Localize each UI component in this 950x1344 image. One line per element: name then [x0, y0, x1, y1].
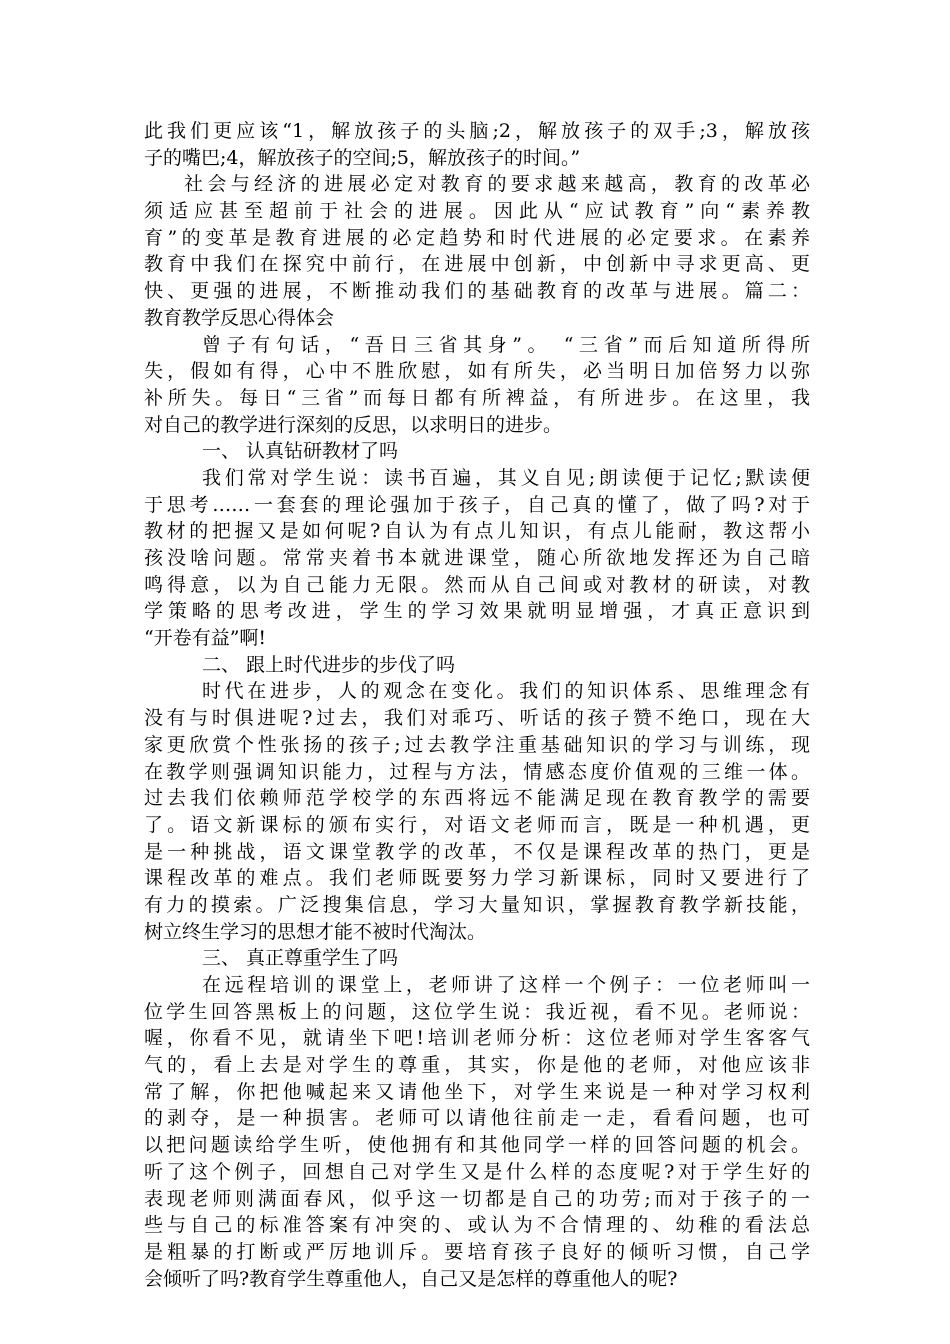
text-line: 育”的变革是教育进展的必定趋势和时代进展的必定要求。在素养	[144, 226, 810, 249]
text-line: 时代在进步，人的观念在变化。我们的知识体系、思维理念有	[202, 680, 810, 703]
text-line: 过去我们依赖师范学校学的东西将远不能满足现在教育教学的需要	[144, 787, 810, 810]
text-line: 失，假如有得，心中不胜欣慰，如有所失，必当明日加倍努力以弥	[144, 360, 810, 383]
text-line: 三、 真正尊重学生了吗	[202, 947, 399, 970]
text-line: 社会与经济的进展必定对教育的要求越来越高，教育的改革必	[184, 173, 810, 196]
text-line: 听了这个例子，回想自己对学生又是什么样的态度呢?对于学生好的	[144, 1160, 810, 1183]
text-line: 了。语文新课标的颁布实行，对语文老师而言，既是一种机遇，更	[144, 813, 810, 836]
text-line: 气的，看上去是对学生的尊重，其实，你是他的老师，对他应该非	[144, 1054, 810, 1077]
text-line: 在教学则强调知识能力，过程与方法，情感态度价值观的三维一体。	[144, 760, 810, 783]
text-line: 是粗暴的打断或严厉地训斥。要培育孩子良好的倾听习惯，自己学	[144, 1240, 810, 1263]
text-line: 须适应甚至超前于社会的进展。因此从“应试教育”向“素养教	[144, 200, 810, 223]
text-line: 位学生回答黑板上的问题，这位学生说：我近视，看不见。老师说：	[144, 1000, 810, 1023]
text-line: 教材的把握又是如何呢?自认为有点儿知识，有点儿能耐，教这帮小	[144, 520, 810, 543]
text-line: 在远程培训的课堂上，老师讲了这样一个例子：一位老师叫一	[202, 974, 810, 996]
text-line: 孩没啥问题。常常夹着书本就进课堂，随心所欲地发挥还为自己暗	[144, 547, 810, 569]
text-line: 一、 认真钻研教材了吗	[202, 440, 399, 463]
text-line: 于思考……一套套的理论强加于孩子，自己真的懂了，做了吗?对于	[144, 493, 810, 516]
text-line: 教育中我们在探究中前行，在进展中创新，中创新中寻求更高、更	[144, 253, 810, 276]
text-line: 曾子有句话，“吾日三省其身”。 “三省”而后知道所得所	[202, 333, 810, 356]
text-line: 表现老师则满面春风，似乎这一切都是自己的功劳;而对于孩子的一	[144, 1187, 810, 1210]
text-line: 些与自己的标准答案有冲突的、或认为不合情理的、幼稚的看法总	[144, 1214, 810, 1237]
text-line: 鸣得意，以为自己能力无限。然而从自己间或对教材的研读，对教	[144, 573, 810, 596]
text-line: 二、 跟上时代进步的步伐了吗	[202, 653, 456, 676]
text-line: 课程改革的难点。我们老师既要努力学习新课标，同时又要进行了	[144, 867, 810, 890]
text-line: 此我们更应该“1，解放孩子的头脑;2，解放孩子的双手;3，解放孩	[144, 120, 810, 142]
text-line: 子的嘴巴;4，解放孩子的空间;5，解放孩子的时间。”	[144, 146, 581, 169]
document-page	[144, 118, 810, 1292]
text-line: 快、更强的进展，不断推动我们的基础教育的改革与进展。篇二：	[144, 280, 810, 303]
text-line: 我们常对学生说：读书百遍，其义自见;朗读便于记忆;默读便	[202, 466, 810, 489]
text-line: 以把问题读给学生听，使他拥有和其他同学一样的回答问题的机会。	[144, 1134, 810, 1157]
text-line: 学策略的思考改进，学生的学习效果就明显增强，才真正意识到	[144, 600, 810, 623]
text-line: 家更欣赏个性张扬的孩子;过去教学注重基础知识的学习与训练，现	[144, 733, 810, 756]
text-line: 教育教学反思心得体会	[144, 306, 335, 329]
text-line: 常了解，你把他喊起来又请他坐下，对学生来说是一种对学习权利	[144, 1080, 810, 1103]
text-line: 会倾听了吗?教育学生尊重他人，自己又是怎样的尊重他人的呢?	[144, 1267, 678, 1290]
text-line: 是一种挑战，语文课堂教学的改革，不仅是课程改革的热门，更是	[144, 840, 810, 863]
text-line: 有力的摸索。广泛搜集信息，学习大量知识，掌握教育教学新技能，	[144, 893, 810, 916]
text-line: 对自己的教学进行深刻的反思，以求明日的进步。	[144, 413, 563, 436]
text-line: 没有与时俱进呢?过去，我们对乖巧、听话的孩子赞不绝口，现在大	[144, 707, 810, 730]
text-line: “开卷有益”啊!	[144, 627, 267, 650]
text-line: 补所失。每日“三省”而每日都有所裨益，有所进步。在这里，我	[144, 386, 810, 409]
text-line: 喔，你看不见，就请坐下吧!培训老师分析：这位老师对学生客客气	[144, 1027, 810, 1050]
text-line: 树立终生学习的思想才能不被时代淘汰。	[144, 920, 487, 943]
text-line: 的剥夺，是一种损害。老师可以请他往前走一走，看看问题，也可	[144, 1107, 810, 1130]
